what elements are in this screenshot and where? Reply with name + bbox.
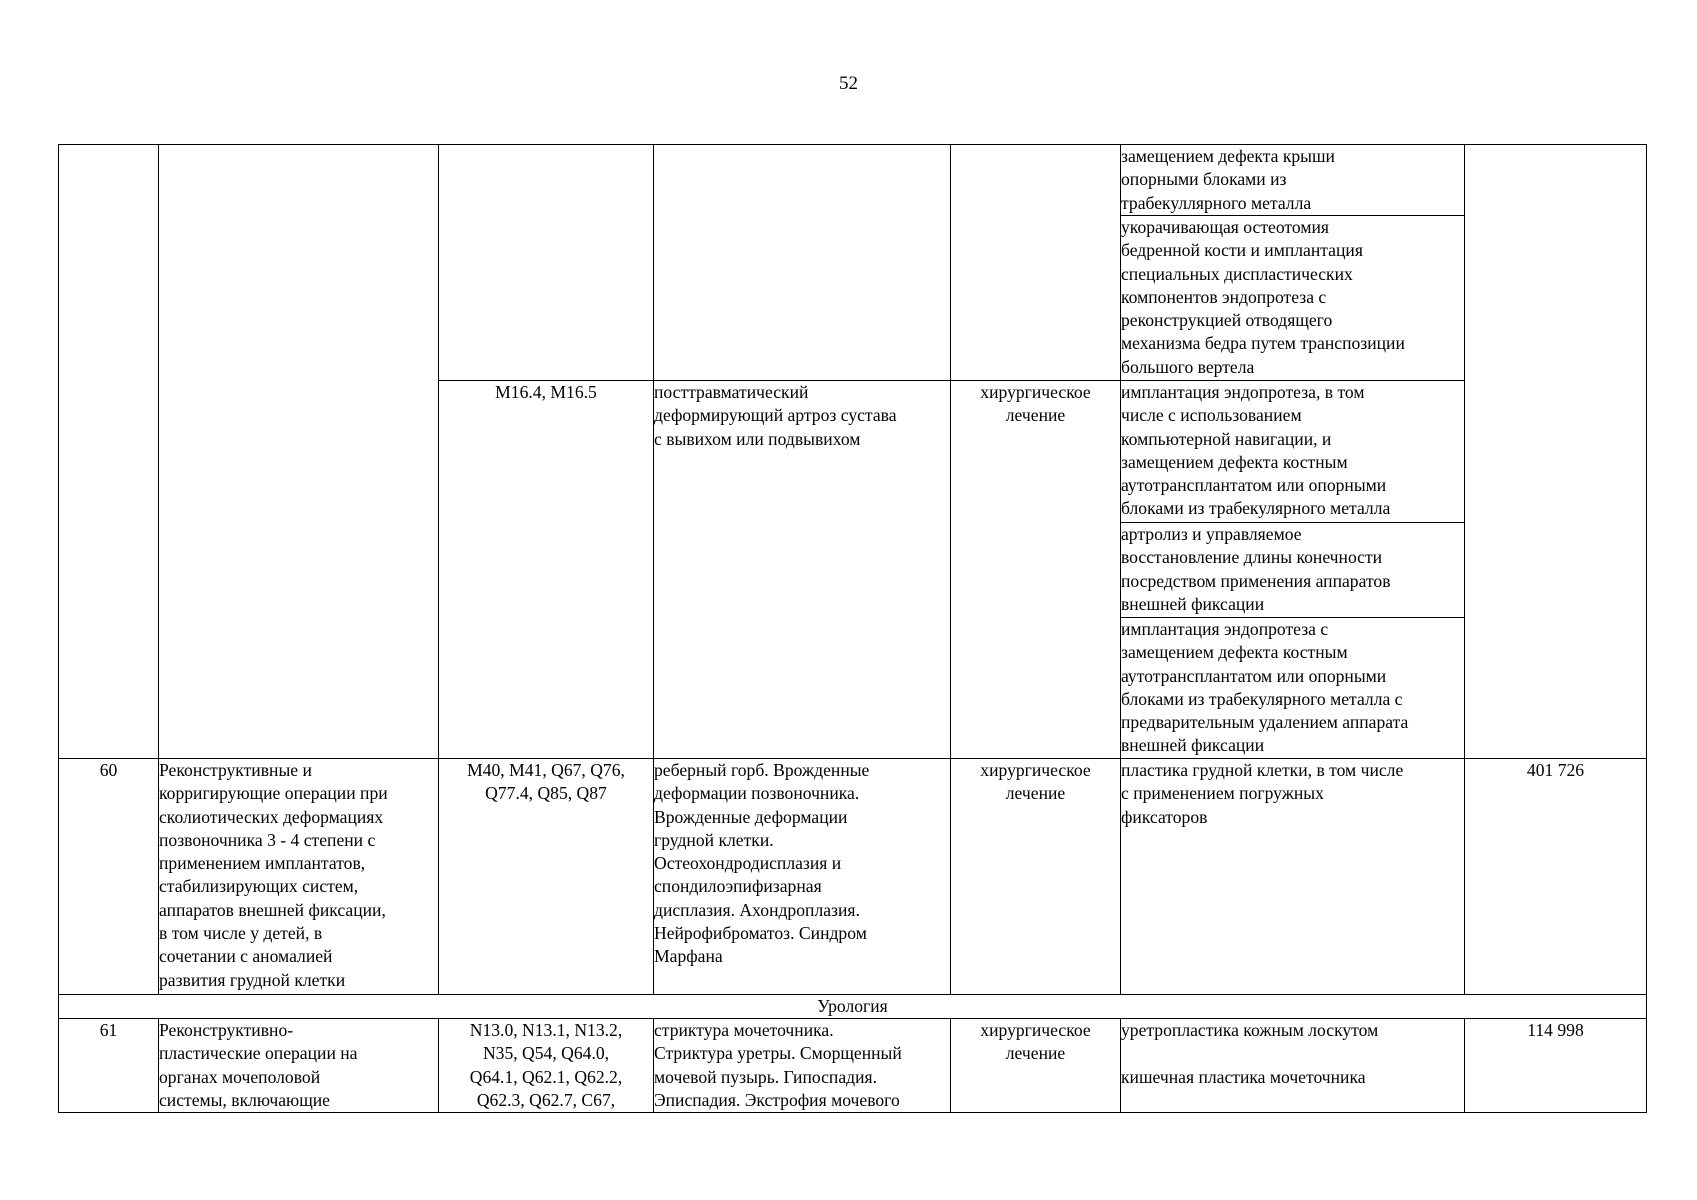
text-line: посттравматический [654,382,809,402]
text-line: в том числе у детей, в [159,923,323,944]
surgery-cell [1121,381,1465,523]
text-line: пластика грудной клетки, в том числе [1121,760,1404,780]
text-line: аппаратов внешней фиксации, [159,899,386,920]
text-line: M40, M41, Q67, Q76, [467,760,625,780]
text-line: специальных диспластических [1121,263,1353,284]
text-line: внешней фиксации [1121,735,1265,756]
codes-cell [439,1019,654,1113]
text-line: N35, Q54, Q64.0, [482,1043,610,1064]
text-line: лечение [1005,1043,1066,1064]
text-line: реберный горб. Врожденные [654,760,870,780]
text-line: артролиз и управляемое [1121,524,1302,544]
table-row [59,145,1647,216]
text-line: лечение [1005,783,1066,804]
text-line: уретропластика кожным лоскутом [1121,1020,1379,1040]
text-line: замещением дефекта костным [1121,642,1348,663]
text-line: спондилоэпифизарная [654,876,822,897]
text-line: внешней фиксации [1121,593,1265,614]
text-line: числе с использованием [1121,405,1302,426]
text-line: дисплазия. Ахондроплазия. [654,899,860,920]
text-line: с вывихом или подвывихом [654,428,861,449]
text-line: Остеохондродисплазия и [654,853,842,874]
text-line: механизма бедра путем транспозиции [1121,333,1405,354]
text-line: посредством применения аппаратов [1121,570,1391,591]
text-line: аутотрансплантатом или опорными [1121,665,1387,686]
procedure-name-cell [159,1019,439,1113]
text-line: Нейрофиброматоз. Синдром [654,923,867,944]
table-row [59,759,1647,995]
text-line: органах мочеполовой [159,1066,321,1087]
text-line: Стриктура уретры. Сморщенный [654,1043,902,1064]
text-line: корригирующие операции при [159,783,388,804]
text-line: Q62.3, Q62.7, C67, [476,1089,616,1110]
text-line: хирургическое [980,1020,1091,1040]
text-line: Реконструктивно- [159,1020,294,1040]
section-row [59,995,1647,1019]
text-line: Q64.1, Q62.1, Q62.2, [469,1066,623,1087]
codes-cell: M16.4, M16.5 [439,381,654,759]
text-line: стриктура мочеточника. [654,1020,834,1040]
procedures-table [58,144,1647,1113]
text-line: Эписпадия. Экстрофия мочевого [654,1089,900,1110]
text-line: замещением дефекта крыши [1121,146,1335,166]
text-line: большого вертела [1121,356,1255,377]
treatment-cell [951,759,1121,995]
text-line: грудной клетки. [654,829,774,850]
procedure-name-cell [159,759,439,995]
text-line: восстановление длины конечности [1121,547,1383,568]
text-line: сочетании с аномалией [159,946,333,967]
text-line: Врожденные деформации [654,806,848,827]
text-line: имплантация эндопротеза с [1121,619,1329,639]
text-line: стабилизирующих систем, [159,876,359,897]
text-line: N13.0, N13.1, N13.2, [469,1020,623,1040]
row-number-cell: 60 [59,759,159,995]
text-line: кишечная пластика мочеточника [1121,1066,1366,1087]
cost-cell: 401 726 [1465,759,1647,995]
treatment-cell [951,1019,1121,1113]
text-line: укорачивающая остеотомия [1121,217,1329,237]
text-line: сколиотических деформациях [159,806,384,827]
codes-cell [439,759,654,995]
table-row [59,1019,1647,1113]
surgery-cell [1121,523,1465,618]
cost-cell: 114 998 [1465,1019,1647,1113]
cost-cell [1465,145,1647,759]
text-line: Реконструктивные и [159,760,312,780]
text-line: развития грудной клетки [159,969,346,990]
text-line: предварительным удалением аппарата [1121,712,1409,733]
text-line: Q77.4, Q85, Q87 [485,783,607,804]
diagnosis-cell [654,381,951,759]
surgery-cell [1121,759,1465,995]
text-line: мочевой пузырь. Гипоспадия. [654,1066,877,1087]
text-line: лечение [1005,405,1066,426]
text-line: применением имплантатов, [159,853,366,874]
text-line: системы, включающие [159,1089,330,1110]
page-number: 52 [839,73,858,94]
treatment-cell [951,145,1121,381]
surgery-cell [1121,216,1465,381]
text-line: аутотрансплантатом или опорными [1121,475,1387,496]
text-line: Марфана [654,946,723,967]
text-line: позвоночника 3 - 4 степени с [159,829,376,850]
surgery-cell [1121,618,1465,759]
text-line: блоками из трабекулярного металла с [1121,688,1403,709]
diagnosis-cell [654,1019,951,1113]
treatment-cell [951,381,1121,759]
text-line: фиксаторов [1121,806,1208,827]
text-line: трабекуллярного металла [1121,192,1312,213]
diagnosis-cell [654,759,951,995]
text-line: деформации позвоночника. [654,783,860,804]
text-line [1121,1042,1464,1065]
section-heading-urology: Урология [59,995,1647,1019]
row-number-cell [59,145,159,759]
text-line: хирургическое [980,760,1091,780]
text-line: бедренной кости и имплантация [1121,240,1363,261]
text-line: компьютерной навигации, и [1121,428,1332,449]
row-number-cell: 61 [59,1019,159,1113]
text-line: с применением погружных [1121,783,1324,804]
text-line: имплантация эндопротеза, в том [1121,382,1365,402]
surgery-cell [1121,1019,1465,1113]
diagnosis-cell [654,145,951,381]
text-line: компонентов эндопротеза с [1121,286,1327,307]
text-line: пластические операции на [159,1043,358,1064]
text-line: деформирующий артроз сустава [654,405,897,426]
procedure-name-cell [159,145,439,759]
surgery-cell [1121,145,1465,216]
text-line: блоками из трабекулярного металла [1121,498,1391,519]
text-line: реконструкцией отводящего [1121,310,1333,331]
codes-cell [439,145,654,381]
text-line: хирургическое [980,382,1091,402]
text-line: замещением дефекта костным [1121,451,1348,472]
text-line: опорными блоками из [1121,169,1287,190]
